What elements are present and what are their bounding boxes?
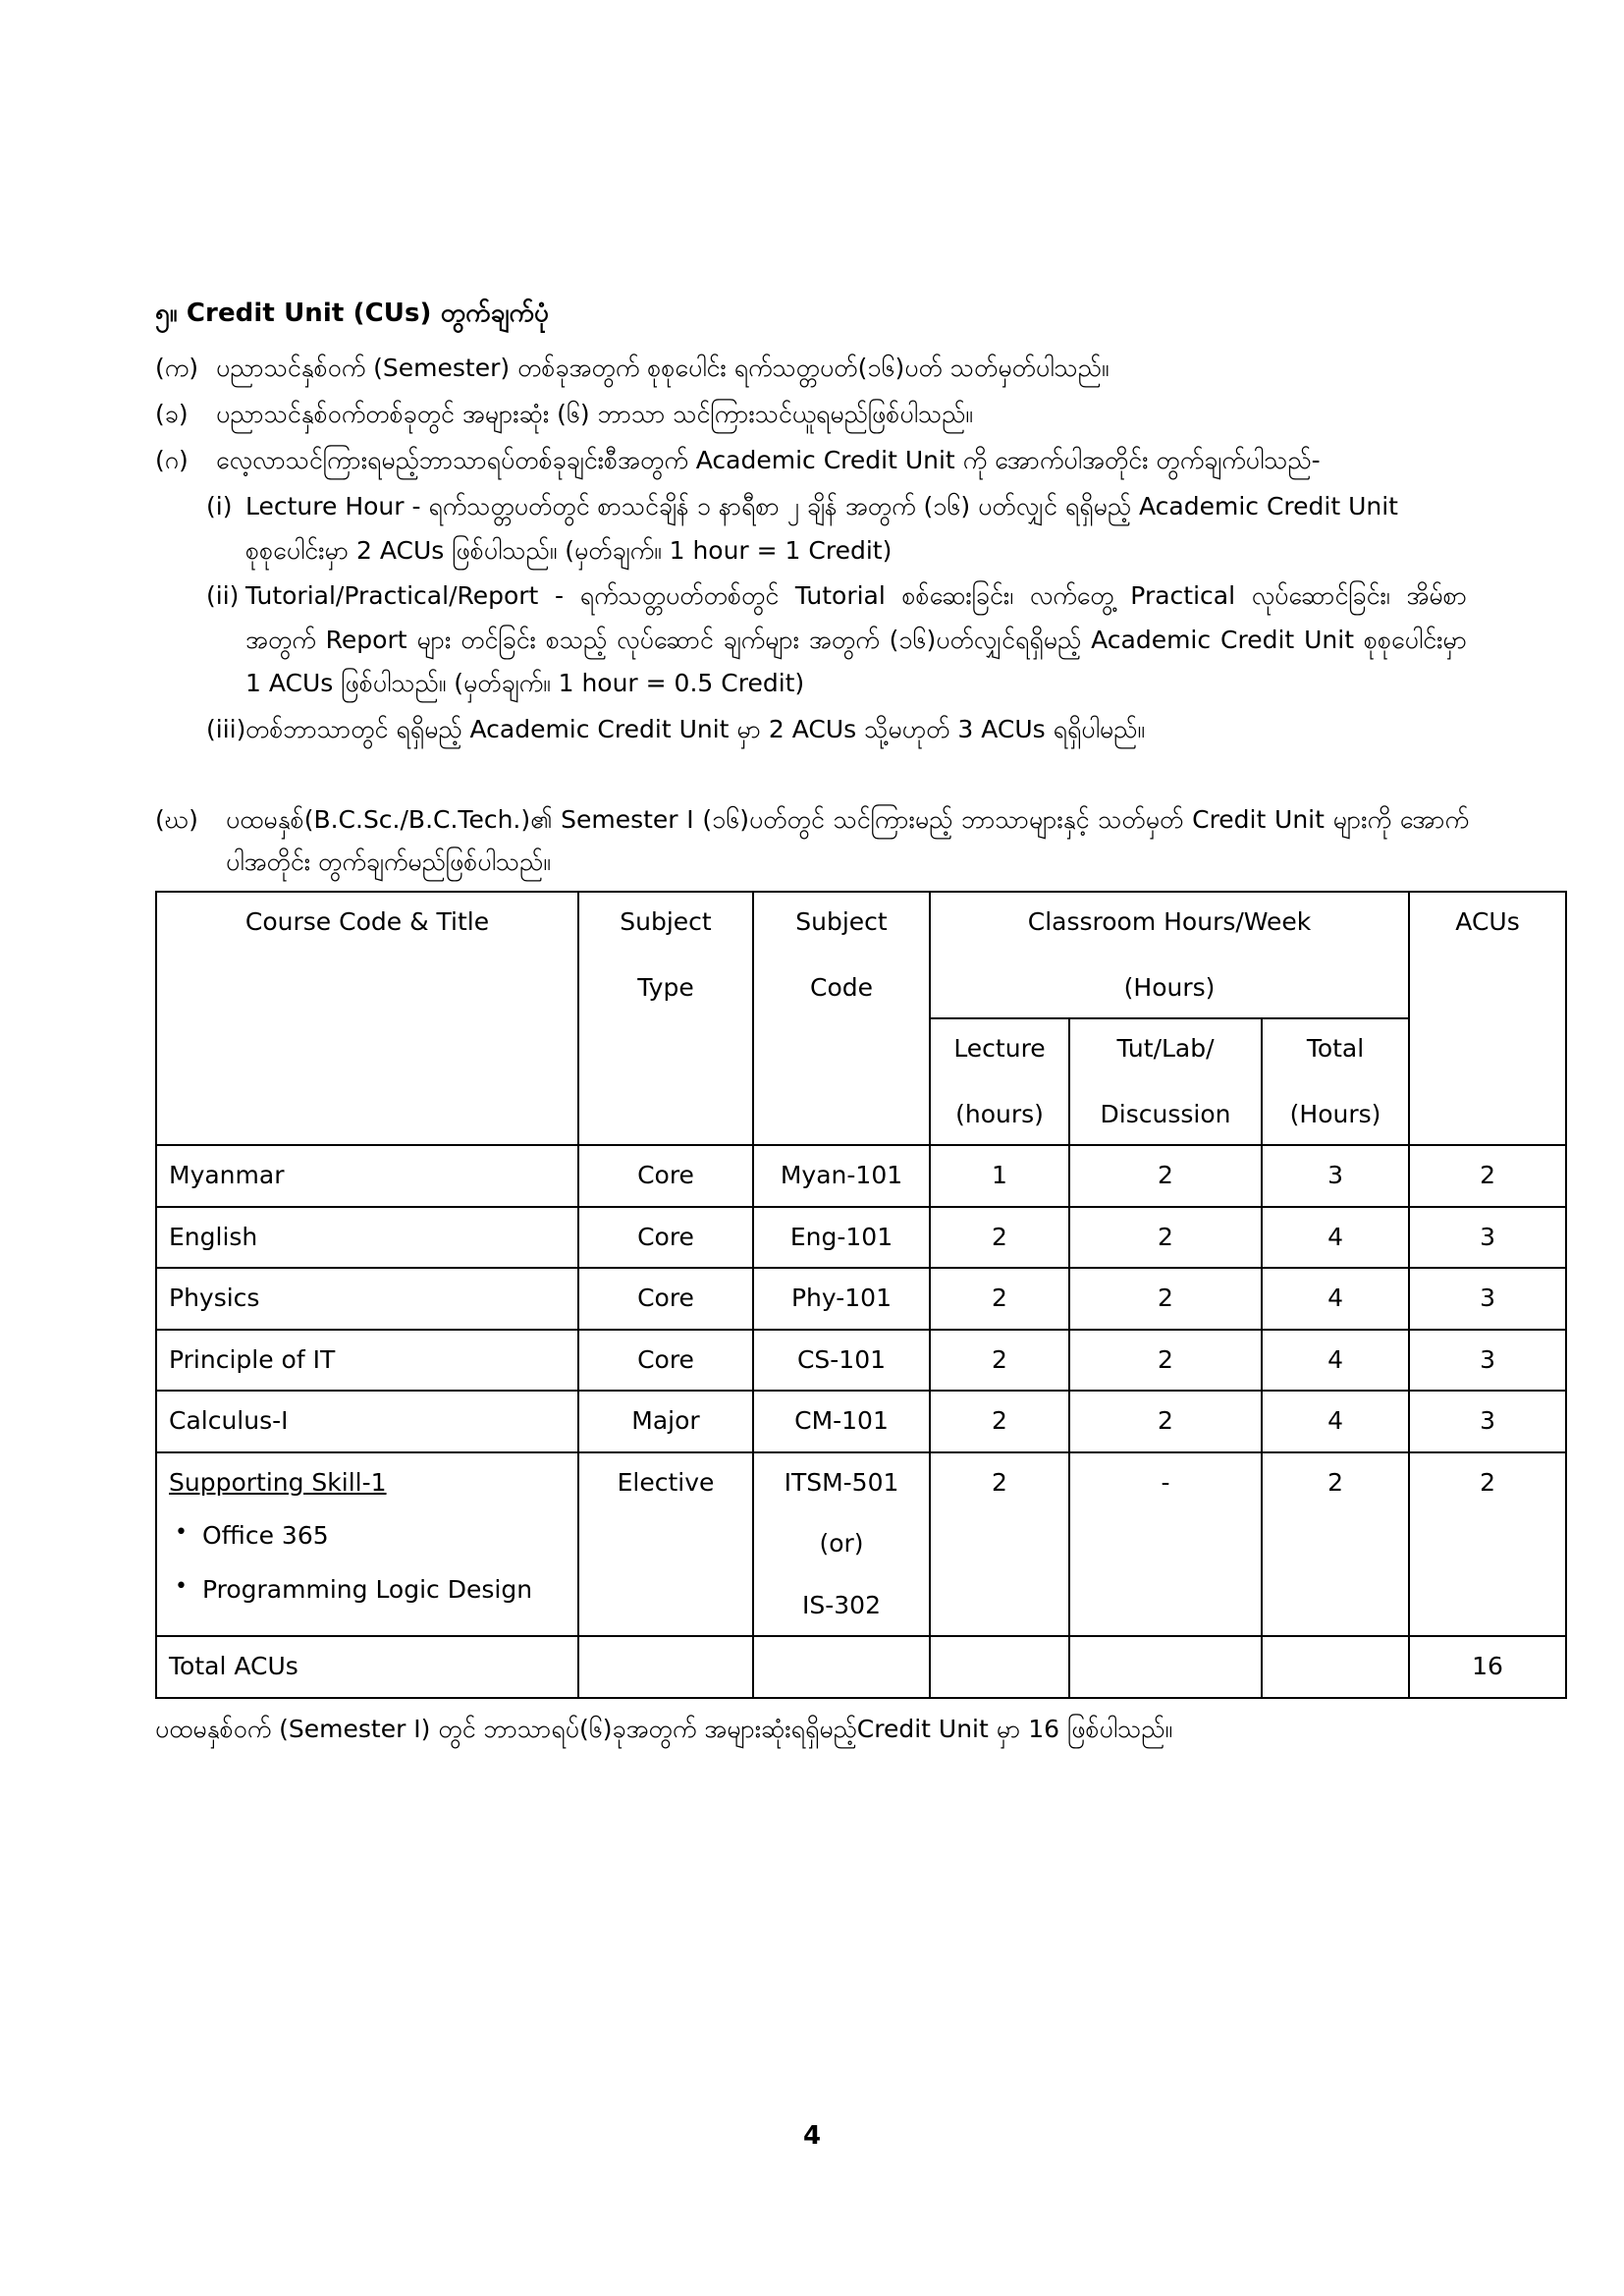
header-classroom-hours-line1: Classroom Hours/Week bbox=[1027, 907, 1312, 936]
header-total-hours-line2: (Hours) bbox=[1289, 1099, 1381, 1128]
cell-subject-type: Elective bbox=[578, 1452, 753, 1637]
cell-total-acus: 16 bbox=[1409, 1636, 1566, 1698]
cell-course-title: Myanmar bbox=[156, 1145, 578, 1207]
table-row-total bbox=[156, 1636, 1566, 1698]
cell-total: 4 bbox=[1262, 1207, 1409, 1269]
cell-total: 4 bbox=[1262, 1391, 1409, 1452]
list-marker-kha: (ခ) bbox=[155, 400, 189, 428]
header-classroom-hours-line2: (Hours) bbox=[1123, 972, 1216, 1002]
cell-subject-code bbox=[753, 1452, 930, 1637]
cell-acus: 2 bbox=[1409, 1452, 1566, 1637]
cell-total-lecture bbox=[930, 1636, 1069, 1698]
header-course-title: Course Code & Title bbox=[156, 892, 578, 1145]
table-header-row-top bbox=[156, 892, 1566, 1018]
cell-subject-code: CM-101 bbox=[753, 1391, 930, 1452]
cell-course-title: Physics bbox=[156, 1268, 578, 1330]
cell-subject-code: Eng-101 bbox=[753, 1207, 930, 1269]
list-text-ga: လေ့လာသင်ကြားရမည့်ဘာသာရပ်တစ်ခုချင်းစီအတွက် Academic Credit Unit ကို အောက်ပါအတိုင်း တွက်ချက်ပါသည်- bbox=[216, 446, 1321, 474]
header-subject-type bbox=[578, 892, 753, 1145]
cell-tut: 2 bbox=[1069, 1330, 1262, 1392]
cell-course-title: Calculus-I bbox=[156, 1391, 578, 1452]
cell-subject-type: Core bbox=[578, 1330, 753, 1392]
header-total-hours bbox=[1262, 1018, 1409, 1145]
cell-total: 4 bbox=[1262, 1330, 1409, 1392]
table-row-elective bbox=[156, 1452, 1566, 1637]
list-marker-ga: (ဂ) bbox=[155, 446, 189, 474]
list-text-kha: ပညာသင်နှစ်ဝက်တစ်ခုတွင် အများဆုံး (၆) ဘာသာ သင်ကြားသင်ယူရမည်ဖြစ်ပါသည်။ bbox=[216, 400, 973, 428]
cell-tut: - bbox=[1069, 1452, 1262, 1637]
sublist-marker-ii: (ii) bbox=[206, 581, 240, 610]
header-acus: ACUs bbox=[1409, 892, 1566, 1145]
table-row bbox=[156, 1268, 1566, 1330]
cell-acus: 3 bbox=[1409, 1207, 1566, 1269]
cell-acus: 3 bbox=[1409, 1391, 1566, 1452]
sublist-item-iii bbox=[155, 708, 1469, 752]
cell-subject-code: CS-101 bbox=[753, 1330, 930, 1392]
list-item-ga bbox=[155, 439, 1469, 481]
cell-total: 3 bbox=[1262, 1145, 1409, 1207]
cell-tut: 2 bbox=[1069, 1207, 1262, 1269]
sublist-text-iii: တစ်ဘာသာတွင် ရရှိမည့် Academic Credit Unit မှာ 2 ACUs သို့မဟုတ် 3 ACUs ရရှိပါမည်။ bbox=[245, 714, 1145, 743]
header-tut-lab bbox=[1069, 1018, 1262, 1145]
sublist-text-i: Lecture Hour - ရက်သတ္တပတ်တွင် စာသင်ချိန် ၁ နာရီစာ ၂ ချိန် အတွက် (၁၆) ပတ်လျှင် ရရှိမည့် Academic Credit Unit စုစုပေါင်းမှာ 2 ACUs ဖြစ်ပါသည်။ (မှတ်ချက်။ 1 hour = 1 Credit) bbox=[245, 492, 1398, 565]
header-lecture-line2: (hours) bbox=[955, 1099, 1044, 1128]
cell-total: 2 bbox=[1262, 1452, 1409, 1637]
cell-total-label: Total ACUs bbox=[156, 1636, 578, 1698]
header-classroom-hours bbox=[930, 892, 1409, 1018]
page-number: 4 bbox=[802, 2121, 822, 2151]
header-total-hours-line1: Total bbox=[1306, 1034, 1365, 1063]
list-text-nga: ပထမနှစ်(B.C.Sc./B.C.Tech.)၏ Semester I (၁၆)ပတ်တွင် သင်ကြားမည့် ဘာသာများနှင့် သတ်မှတ် Credit Unit များကို အောက်ပါအတိုင်း တွက်ချက်မည်ဖြစ်ပါသည်။ bbox=[226, 805, 1469, 876]
list-item: • Programming Logic Design bbox=[169, 1570, 566, 1611]
cell-total-tut bbox=[1069, 1636, 1262, 1698]
cell-lecture: 2 bbox=[930, 1452, 1069, 1637]
cell-acus: 3 bbox=[1409, 1268, 1566, 1330]
cell-subject-code-line3: IS-302 bbox=[802, 1590, 881, 1619]
semester-credit-table bbox=[155, 891, 1567, 1699]
supporting-skill-options bbox=[169, 1516, 566, 1610]
cell-acus: 2 bbox=[1409, 1145, 1566, 1207]
header-subject-type-line2: Type bbox=[637, 972, 694, 1002]
cell-total-hours bbox=[1262, 1636, 1409, 1698]
cell-tut: 2 bbox=[1069, 1391, 1262, 1452]
cell-subject-type: Core bbox=[578, 1268, 753, 1330]
header-lecture-line1: Lecture bbox=[953, 1034, 1046, 1063]
list-text-ka: ပညာသင်နှစ်ဝက် (Semester) တစ်ခုအတွက် စုစုပေါင်း ရက်သတ္တပတ်(၁၆)ပတ် သတ်မှတ်ပါသည်။ bbox=[216, 354, 1110, 382]
cell-subject-code: Myan-101 bbox=[753, 1145, 930, 1207]
header-subject-type-line1: Subject bbox=[620, 907, 712, 936]
cell-course-title: English bbox=[156, 1207, 578, 1269]
closing-paragraph: ပထမနှစ်ဝက် (Semester I) တွင် ဘာသာရပ်(၆)ခုအတွက် အများဆုံးရရှိမည့်Credit Unit မှာ 16 ဖြစ်ပါသည်။ bbox=[155, 1714, 1173, 1743]
cell-subject-code-line1: ITSM-501 bbox=[784, 1467, 899, 1497]
sublist-item-i bbox=[155, 485, 1469, 573]
header-subject-code-line1: Subject bbox=[795, 907, 888, 936]
sublist-marker-iii: (iii) bbox=[206, 714, 246, 743]
cell-tut: 2 bbox=[1069, 1268, 1262, 1330]
sublist-text-ii: Tutorial/Practical/Report - ရက်သတ္တပတ်တစ်တွင် Tutorial စစ်ဆေးခြင်း၊ လက်တွေ့ Practical လုပ်ဆောင်ခြင်း၊ အိမ်စာအတွက် Report များ တင်ခြင်း စသည့် လုပ်ဆောင် ချက်များ အတွက် (၁၆)ပတ်လျှင်ရရှိမည့် Academic Credit Unit စုစုပေါင်းမှာ 1 ACUs ဖြစ်ပါသည်။ (မှတ်ချက်။ 1 hour = 0.5 Credit) bbox=[245, 581, 1467, 697]
header-tut-lab-line2: Discussion bbox=[1100, 1099, 1231, 1128]
cell-acus: 3 bbox=[1409, 1330, 1566, 1392]
list-marker-nga: (ဃ) bbox=[155, 805, 198, 834]
supporting-skill-title: Supporting Skill-1 bbox=[169, 1467, 387, 1497]
cell-subject-type: Core bbox=[578, 1145, 753, 1207]
list-item: • Office 365 bbox=[169, 1516, 566, 1557]
table-row bbox=[156, 1391, 1566, 1452]
table-row bbox=[156, 1207, 1566, 1269]
page-title: ၅။ Credit Unit (CUs) တွက်ချက်ပုံ bbox=[155, 299, 549, 328]
cell-lecture: 2 bbox=[930, 1330, 1069, 1392]
cell-lecture: 2 bbox=[930, 1207, 1069, 1269]
cell-supporting-skill bbox=[156, 1452, 578, 1637]
sublist-marker-i: (i) bbox=[206, 492, 233, 520]
cell-total-code bbox=[753, 1636, 930, 1698]
header-tut-lab-line1: Tut/Lab/ bbox=[1116, 1034, 1215, 1063]
list-marker-ka: (က) bbox=[155, 354, 198, 382]
table-row bbox=[156, 1330, 1566, 1392]
cell-total-type bbox=[578, 1636, 753, 1698]
list-item-ka bbox=[155, 347, 1469, 389]
cell-course-title: Principle of IT bbox=[156, 1330, 578, 1392]
cell-total: 4 bbox=[1262, 1268, 1409, 1330]
header-lecture bbox=[930, 1018, 1069, 1145]
list-item-nga bbox=[155, 798, 1469, 883]
cell-subject-type: Major bbox=[578, 1391, 753, 1452]
sublist-item-ii bbox=[155, 574, 1469, 706]
cell-lecture: 2 bbox=[930, 1268, 1069, 1330]
list-item-kha bbox=[155, 393, 1469, 435]
cell-lecture: 2 bbox=[930, 1391, 1069, 1452]
header-subject-code bbox=[753, 892, 930, 1145]
header-subject-code-line2: Code bbox=[809, 972, 873, 1002]
cell-subject-type: Core bbox=[578, 1207, 753, 1269]
cell-lecture: 1 bbox=[930, 1145, 1069, 1207]
cell-tut: 2 bbox=[1069, 1145, 1262, 1207]
table-row bbox=[156, 1145, 1566, 1207]
cell-subject-code-or: (or) bbox=[819, 1529, 864, 1558]
cell-subject-code: Phy-101 bbox=[753, 1268, 930, 1330]
